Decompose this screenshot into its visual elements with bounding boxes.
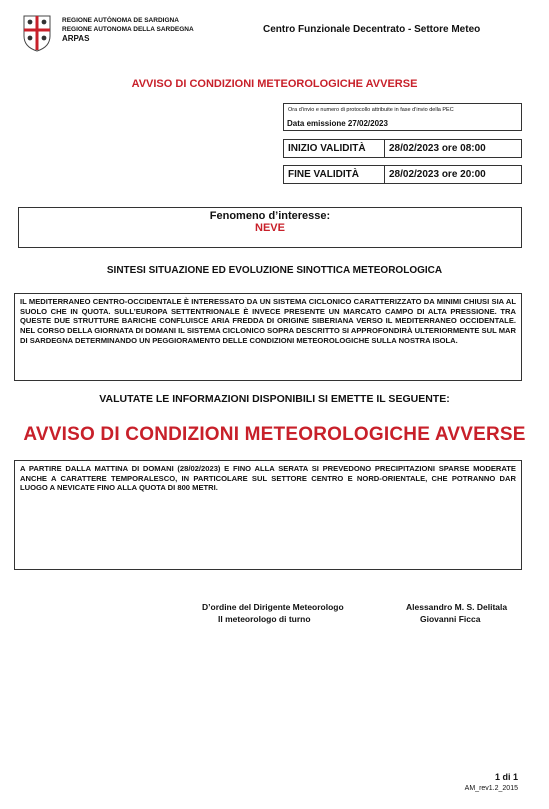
assessment-intro: VALUTATE LE INFORMAZIONI DISPONIBILI SI EMETTE IL SEGUENTE: bbox=[99, 393, 450, 405]
phenomenon-label: Fenomeno d’interesse: bbox=[209, 210, 331, 222]
synopsis-title: SINTESI SITUAZIONE ED EVOLUZIONE SINOTTICA METEOROLOGICA bbox=[106, 265, 443, 276]
org-line-2: REGIONE AUTONOMA DELLA SARDEGNA bbox=[62, 25, 194, 33]
phenomenon-value: NEVE bbox=[255, 222, 285, 234]
protocol-box bbox=[283, 103, 522, 131]
warning-title: AVVISO DI CONDIZIONI METEOROLOGICHE AVVERSE bbox=[23, 424, 526, 445]
validity-end-value: 28/02/2023 ore 20:00 bbox=[389, 169, 486, 180]
revision-code: AM_rev1.2_2015 bbox=[464, 785, 518, 792]
validity-start-value: 28/02/2023 ore 08:00 bbox=[389, 143, 486, 154]
page-number: 1 di 1 bbox=[494, 772, 518, 782]
signature-right bbox=[406, 601, 507, 625]
warning-text-box bbox=[14, 460, 522, 570]
phenomenon-box bbox=[18, 207, 522, 248]
protocol-note: Ora d’invio e numero di protocollo attribuite in fase d’invio della PEC bbox=[288, 107, 454, 113]
issue-date: Data emissione 27/02/2023 bbox=[287, 119, 388, 128]
synopsis-text: IL MEDITERRANEO CENTRO-OCCIDENTALE È INTERESSATO DA UN SISTEMA CICLONICO CARATTERIZZATO DA MINIMI CHIUSI SIA AL SUOLO CHE IN QUOTA. SULL’EUROPA SETTENTRIONALE È INVECE PRESENTE UN MARCATO CAMPO DI ALTA PRESSIONE. TRA QUESTE DUE STRUTTURE BARICHE CONFLUISCE ARIA FREDDA DI ORIGINE SIBERIANA VERSO IL MEDITERRANEO OCCIDENTALE. NEL CORSO DELLA GIORNATA DI DOMANI IL SISTEMA CICLONICO SOPRA DESCRITTO SI APPROFONDIRÀ ULTERIORMENTE SUL MAR DI SARDEGNA DETERMINANDO UN PEGGIORAMENTO DELLE CONDIZIONI METEOROLOGICHE SULLA NOSTRA ISOLA. bbox=[20, 297, 516, 345]
sardinia-coat-of-arms-icon bbox=[22, 14, 52, 52]
organization-name bbox=[62, 17, 194, 44]
warning-text: A PARTIRE DALLA MATTINA DI DOMANI (28/02/2023) E FINO ALLA SERATA SI PREVEDONO PRECIPITAZIONI SPARSE MODERATE ANCHE A CARATTERE TEMPORALESCO, IN PARTICOLARE SUL SETTORE CENTRO E NORD-ORIENTALE, CHE POTRANNO DAR LUOGO A NEVICATE FINO ALLA QUOTA DI 800 METRI. bbox=[20, 464, 516, 493]
signature-left bbox=[202, 601, 344, 625]
signature-left-line-1: D’ordine del Dirigente Meteorologo bbox=[202, 602, 344, 612]
department-name: Centro Funzionale Decentrato - Settore Meteo bbox=[263, 24, 481, 35]
signature-right-line-1: Alessandro M. S. Delitala bbox=[406, 602, 508, 612]
document-title: AVVISO DI CONDIZIONI METEOROLOGICHE AVVERSE bbox=[131, 78, 418, 90]
signature-right-line-2: Giovanni Ficca bbox=[420, 614, 481, 624]
validity-end-row bbox=[283, 165, 522, 184]
signature-left-line-2: Il meteorologo di turno bbox=[218, 614, 311, 624]
org-line-3: ARPAS bbox=[62, 34, 90, 43]
synopsis-text-box bbox=[14, 293, 522, 381]
validity-start-row bbox=[283, 139, 522, 158]
validity-end-label: FINE VALIDITÀ bbox=[284, 166, 385, 183]
org-line-1: REGIONE AUTÒNOMA DE SARDIGNA bbox=[62, 17, 179, 24]
validity-start-label: INIZIO VALIDITÀ bbox=[284, 140, 385, 157]
